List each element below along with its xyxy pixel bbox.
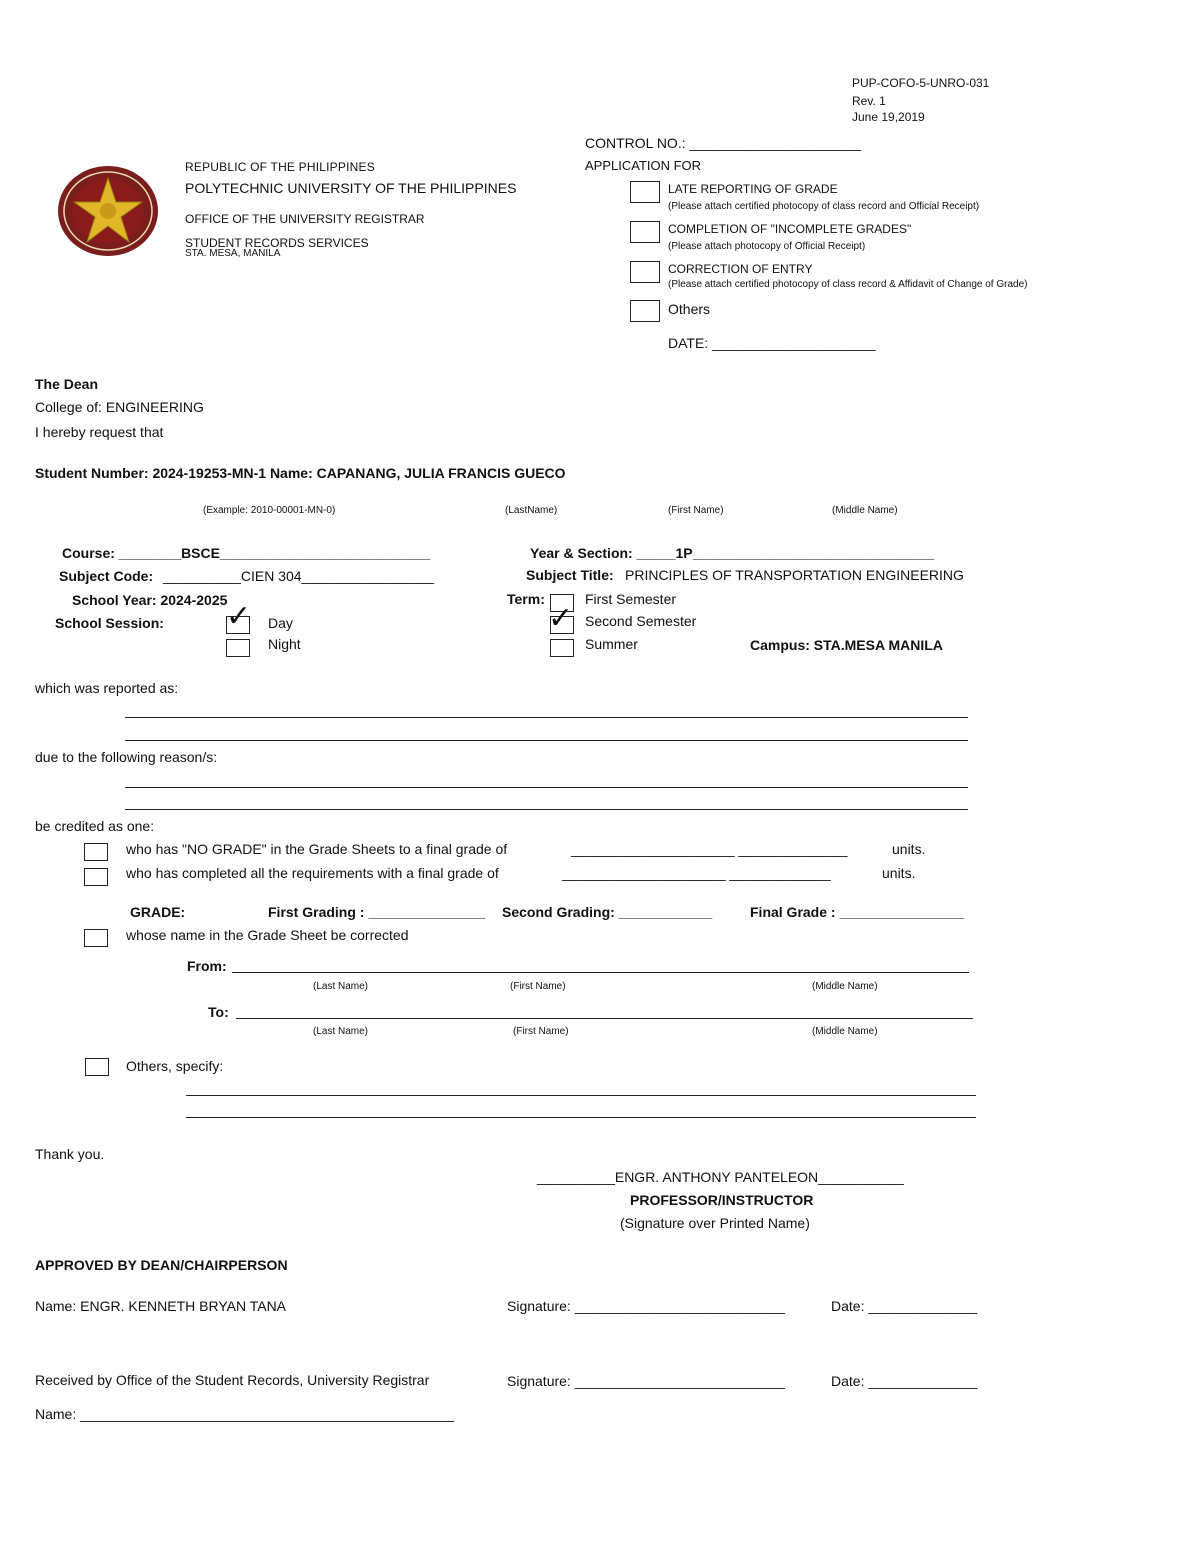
professor-signature-line[interactable]: __________ENGR. ANTHONY PANTELEON___________ [537,1169,904,1185]
to-middle-name-caption: (Middle Name) [812,1026,878,1037]
professor-caption: (Signature over Printed Name) [620,1215,810,1231]
correction-note: (Please attach certified photocopy of class record & Affidavit of Change of Grade) [668,279,1028,290]
year-section-field[interactable]: Year & Section: _____1P_______________________________ [530,545,935,561]
thank-you-text: Thank you. [35,1146,105,1162]
night-session-checkbox[interactable] [226,639,250,657]
reported-as-line-1[interactable] [125,717,968,718]
from-middle-name-caption: (Middle Name) [812,981,878,992]
summer-label: Summer [585,636,638,652]
to-last-name-caption: (Last Name) [313,1026,369,1037]
from-first-name-caption: (First Name) [510,981,566,992]
last-name-caption: (LastName) [505,505,558,516]
correction-checkbox[interactable] [630,261,660,283]
form-revision: Rev. 1 [852,94,886,108]
application-date-field[interactable]: DATE: _____________________ [668,335,876,351]
form-code: PUP-COFO-5-UNRO-031 [852,76,990,90]
registrar-signature-field[interactable]: Signature: ___________________________ [507,1373,785,1389]
others-application-checkbox[interactable] [630,300,660,322]
second-semester-checkmark-icon: ✓ [548,601,574,636]
second-semester-label: Second Semester [585,613,697,629]
subject-title-label: Subject Title: [526,567,614,583]
completion-checkbox[interactable] [630,221,660,243]
others-specify-line-1[interactable] [186,1095,976,1096]
addressee-dean: The Dean [35,376,99,392]
student-number-example: (Example: 2010-00001-MN-0) [203,505,336,516]
student-info-line: Student Number: 2024-19253-MN-1 Name: CAPANANG, JULIA FRANCIS GUECO [35,465,566,481]
completion-note: (Please attach photocopy of Official Receipt) [668,241,866,252]
reported-as-label: which was reported as: [35,680,179,696]
completed-units: units. [882,865,916,881]
dean-signature-field[interactable]: Signature: ___________________________ [507,1298,785,1314]
reasons-label: due to the following reason/s: [35,749,218,765]
no-grade-units: units. [892,841,926,857]
office-name: OFFICE OF THE UNIVERSITY REGISTRAR [185,212,425,226]
dean-date-field[interactable]: Date: ______________ [831,1298,978,1314]
from-last-name-caption: (Last Name) [313,981,369,992]
first-name-caption: (First Name) [668,505,724,516]
university-seal-logo [56,164,160,258]
completion-label: COMPLETION OF "INCOMPLETE GRADES" [668,222,912,236]
term-label: Term: [507,591,545,607]
grade-label: GRADE: [130,904,186,920]
registrar-date-field[interactable]: Date: ______________ [831,1373,978,1389]
first-grading-field[interactable]: First Grading : _______________ [268,904,486,920]
middle-name-caption: (Middle Name) [832,505,898,516]
from-name-line[interactable] [232,972,969,973]
name-correction-text: whose name in the Grade Sheet be corrected [126,927,409,943]
control-no-field[interactable]: CONTROL NO.: ______________________ [585,135,861,151]
others-specify-checkbox[interactable] [85,1058,109,1076]
no-grade-text: who has "NO GRADE" in the Grade Sheets to a final grade of [126,841,508,857]
no-grade-blank[interactable]: _____________________ ______________ [571,841,848,857]
to-first-name-caption: (First Name) [513,1026,569,1037]
subject-code-label: Subject Code: [59,568,154,584]
republic-heading: REPUBLIC OF THE PHILIPPINES [185,160,375,174]
others-application-label: Others [668,301,711,317]
first-semester-label: First Semester [585,591,677,607]
from-label: From: [187,958,227,974]
completed-blank[interactable]: _____________________ _____________ [562,865,831,881]
second-grading-field[interactable]: Second Grading: ____________ [502,904,713,920]
location-text: STA. MESA, MANILA [185,248,281,259]
late-reporting-checkbox[interactable] [630,181,660,203]
received-by-label: Received by Office of the Student Records, University Registrar [35,1372,430,1388]
addressee-college: College of: ENGINEERING [35,399,204,415]
reasons-line-1[interactable] [125,787,968,788]
registrar-name-field[interactable]: Name: ________________________________________________ [35,1406,454,1422]
dean-name: Name: ENGR. KENNETH BRYAN TANA [35,1298,287,1314]
name-correction-checkbox[interactable] [84,929,108,947]
others-specify-line-2[interactable] [186,1117,976,1118]
course-field[interactable]: Course: ________BSCE___________________________ [62,545,431,561]
university-name: POLYTECHNIC UNIVERSITY OF THE PHILIPPINES [185,180,517,196]
correction-label: CORRECTION OF ENTRY [668,262,813,276]
service-name: STUDENT RECORDS SERVICES [185,236,369,250]
form-date: June 19,2019 [852,110,925,124]
completed-checkbox[interactable] [84,868,108,886]
subject-code-value[interactable]: __________CIEN 304_________________ [163,568,434,584]
night-session-label: Night [268,636,301,652]
completed-text: who has completed all the requirements with a final grade of [126,865,499,881]
school-year: School Year: 2024-2025 [72,592,228,608]
final-grade-field[interactable]: Final Grade : ________________ [750,904,965,920]
to-name-line[interactable] [236,1018,973,1019]
late-reporting-label: LATE REPORTING OF GRADE [668,182,838,196]
to-label: To: [208,1004,229,1020]
summer-checkbox[interactable] [550,639,574,657]
others-specify-label: Others, specify: [126,1058,224,1074]
reported-as-line-2[interactable] [125,740,968,741]
credited-label: be credited as one: [35,818,155,834]
approved-by-heading: APPROVED BY DEAN/CHAIRPERSON [35,1257,288,1273]
reasons-line-2[interactable] [125,809,968,810]
professor-title: PROFESSOR/INSTRUCTOR [630,1192,814,1208]
application-title: APPLICATION FOR [585,158,702,173]
school-session-label: School Session: [55,615,164,631]
late-reporting-note: (Please attach certified photocopy of class record and Official Receipt) [668,201,980,212]
day-session-label: Day [268,615,293,631]
day-session-checkmark-icon: ✓ [226,599,252,634]
subject-title-value[interactable]: PRINCIPLES OF TRANSPORTATION ENGINEERING [625,567,964,583]
request-intro: I hereby request that [35,424,164,440]
no-grade-checkbox[interactable] [84,843,108,861]
campus-field: Campus: STA.MESA MANILA [750,637,943,653]
